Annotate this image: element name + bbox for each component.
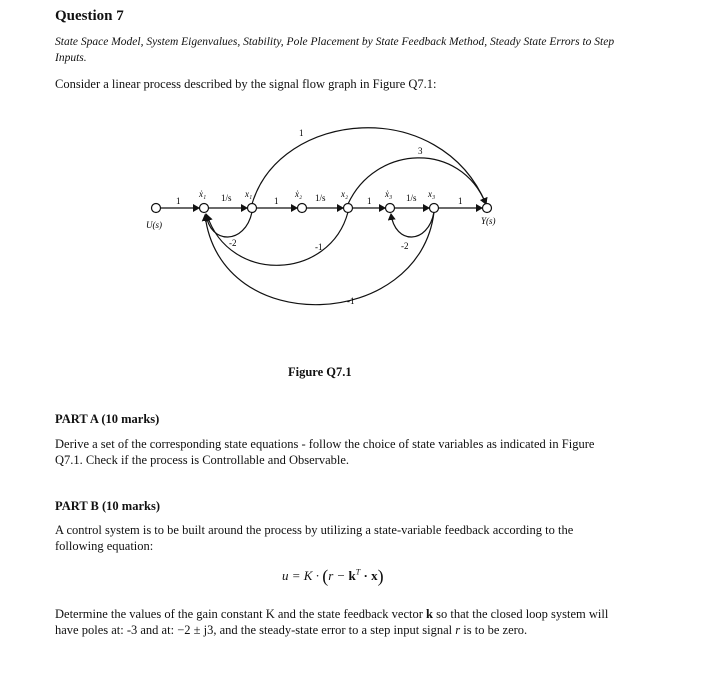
part-b-text-2a: Determine the values of the gain constant K and the state feedback vector [55, 607, 423, 621]
gain-x2-x3dot: 1 [367, 196, 372, 206]
part-b-title: PART B (10 marks) [55, 499, 160, 513]
part-a-text: Derive a set of the corresponding state equations - follow the choice of state variables as indicated in Figure Q7.1. Check if the process is Controllable and Observable. [55, 437, 595, 467]
part-b-text-1: A control system is to be built around the process by utilizing a state-variable feedback according to the following equation: [55, 523, 574, 553]
gain-u-x1dot: 1 [176, 196, 181, 206]
node-x1dot [200, 204, 209, 213]
paren-close: ) [377, 566, 384, 586]
node-x2dot [298, 204, 307, 213]
equation-k: k [348, 568, 356, 583]
question-title: Question 7 [55, 8, 124, 24]
branch-self-loop-3 [391, 212, 434, 237]
part-b-text-2d: is to be zero. [463, 623, 528, 637]
node-x1 [248, 204, 257, 213]
part-b-text-2b: so that the closed loop system will have poles at: -3 and at: [55, 607, 609, 637]
label-x3dot: ẋ₃ [385, 189, 393, 199]
gain-x3-y: 1 [458, 196, 463, 206]
node-y [483, 204, 492, 213]
self-loop-1-gain: -2 [229, 238, 237, 248]
label-x1dot: ẋ₁ [199, 189, 207, 199]
label-x3: x₃ [428, 189, 436, 199]
node-x2 [344, 204, 353, 213]
label-x2dot: ẋ₂ [295, 189, 303, 199]
feedback-vector-symbol: k [426, 607, 433, 621]
part-b-text-2 [55, 606, 615, 638]
label-x1: x₁ [245, 189, 253, 199]
self-loop-2-gain: -1 [315, 242, 323, 252]
forward-x1-y-gain: 1 [299, 128, 304, 138]
node-x3 [430, 204, 439, 213]
integrator-1: 1/s [221, 193, 232, 203]
equation-transpose: T [355, 567, 361, 577]
reference-signal-symbol: r [455, 623, 461, 637]
input-label: U(s) [146, 220, 162, 230]
forward-x2-y-gain: 3 [418, 146, 423, 156]
node-x3dot [386, 204, 395, 213]
equation-r: r [328, 568, 334, 583]
node-u [152, 204, 161, 213]
branch-x1-y [252, 128, 486, 204]
intro-text: Consider a linear process described by the signal flow graph in Figure Q7.1: [55, 77, 437, 91]
part-a-title: PART A (10 marks) [55, 412, 160, 426]
equation-minus: − [333, 568, 349, 583]
part-b-text-2c: and the steady-state error to a step input signal [219, 623, 453, 637]
figure-caption: Figure Q7.1 [288, 365, 352, 379]
paren-open: ( [322, 566, 329, 586]
label-x2: x₂ [341, 189, 349, 199]
poles-expression: −2 ± j3, [177, 623, 217, 637]
gain-x1-x2dot: 1 [274, 196, 279, 206]
integrator-2: 1/s [315, 193, 326, 203]
branch-x3-x1dot [205, 212, 434, 305]
integrator-3: 1/s [406, 193, 417, 203]
self-loop-3-gain: -2 [401, 241, 409, 251]
equation-lhs: u = K · [282, 568, 319, 583]
equation-x: · x [360, 568, 378, 583]
output-label: Y(s) [481, 216, 496, 226]
question-subtitle: State Space Model, System Eigenvalues, Stability, Pole Placement by State Feedback Method, Steady State Errors to Step Inputs. [55, 36, 615, 64]
control-law-equation [282, 566, 384, 587]
feedback-x3-gain: -1 [347, 296, 355, 306]
branch-self-loop-1 [206, 212, 252, 237]
